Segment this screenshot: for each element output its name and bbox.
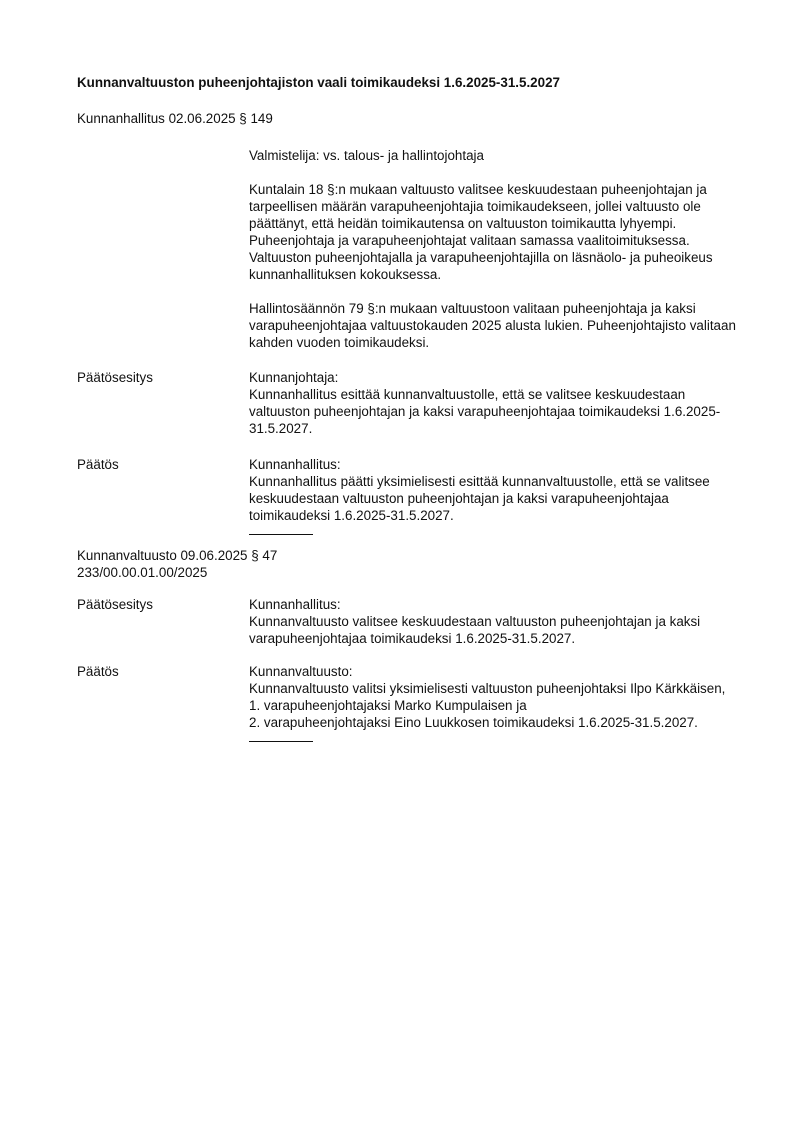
board-decision-body [249, 456, 737, 535]
council-proposal-label: Päätösesitys [77, 597, 153, 612]
board-decision-row [77, 456, 737, 535]
council-decision-label: Päätös [77, 664, 119, 679]
council-meeting-reference: Kunnanvaltuusto 09.06.2025 § 47 [77, 548, 278, 563]
council-proposal-row [77, 596, 737, 647]
board-proposal-text: Kunnanhallitus esittää kunnanvaltuustolle, että se valitsee keskuudestaan valtuuston puheenjohtajan ja kaksi varapuheenjohtajaa toimikaudeksi 1.6.2025-31.5.2027. [249, 387, 721, 436]
board-proposal-presenter: Kunnanjohtaja: [249, 370, 339, 385]
board-decision-text: Kunnanhallitus päätti yksimielisesti esittää kunnanvaltuustolle, että se valitsee keskuudestaan valtuuston puheenjohtajan ja kaksi varapuheenjohtajaa toimikaudeksi 1.6.2025-31.5.2027. [249, 474, 710, 523]
council-decision-row [77, 663, 737, 742]
board-meeting-reference: Kunnanhallitus 02.06.2025 § 149 [77, 111, 273, 126]
board-signoff-line [249, 534, 313, 535]
council-signoff-line [249, 741, 313, 742]
council-decision-presenter: Kunnanvaltuusto: [249, 664, 353, 679]
council-decision-body [249, 663, 737, 742]
diary-number: 233/00.00.01.00/2025 [77, 565, 208, 580]
preparation-section [249, 147, 739, 351]
board-proposal-body [249, 369, 737, 437]
board-decision-presenter: Kunnanhallitus: [249, 457, 341, 472]
document-page [77, 74, 737, 742]
council-proposal-presenter: Kunnanhallitus: [249, 597, 341, 612]
council-decision-text-1: Kunnanvaltuusto valitsi yksimielisesti valtuuston puheenjohtaksi Ilpo Kärkkäisen, 1. varapuheenjohtajaksi Marko Kumpulaisen ja [249, 681, 726, 713]
council-decision-text-2: 2. varapuheenjohtajaksi Eino Luukkosen toimikaudeksi 1.6.2025-31.5.2027. [249, 715, 698, 730]
document-title: Kunnanvaltuuston puheenjohtajiston vaali toimikaudeksi 1.6.2025-31.5.2027 [77, 75, 560, 90]
administrative-rule-paragraph: Hallintosäännön 79 §:n mukaan valtuustoon valitaan puheenjohtaja ja kaksi varapuheenjohtajaa valtuustokauden 2025 alusta lukien. Puheenjohtajisto valitaan kahden vuoden toimikaudeksi. [249, 301, 736, 350]
board-decision-label: Päätös [77, 457, 119, 472]
legal-basis-paragraph: Kuntalain 18 §:n mukaan valtuusto valitsee keskuudestaan puheenjohtajan ja tarpeellisen määrän varapuheenjohtajia toimikaudekseen, jollei valtuusto ole päättänyt, että heidän toimikautensa on valtuuston toimikautta lyhyempi. Puheenjohtaja ja varapuheenjohtajat valitaan samassa vaalitoimituksessa. Valtuuston puheenjohtajalla ja varapuheenjohtajilla on läsnäolo- ja puheoikeus kunnanhallituksen kokouksessa. [249, 182, 713, 282]
board-proposal-row [77, 369, 737, 437]
preparer-line: Valmistelija: vs. talous- ja hallintojohtaja [249, 148, 484, 163]
board-proposal-label: Päätösesitys [77, 370, 153, 385]
council-proposal-text: Kunnanvaltuusto valitsee keskuudestaan valtuuston puheenjohtajan ja kaksi varapuheenjohtajaa toimikaudeksi 1.6.2025-31.5.2027. [249, 614, 701, 646]
council-proposal-body [249, 596, 737, 647]
